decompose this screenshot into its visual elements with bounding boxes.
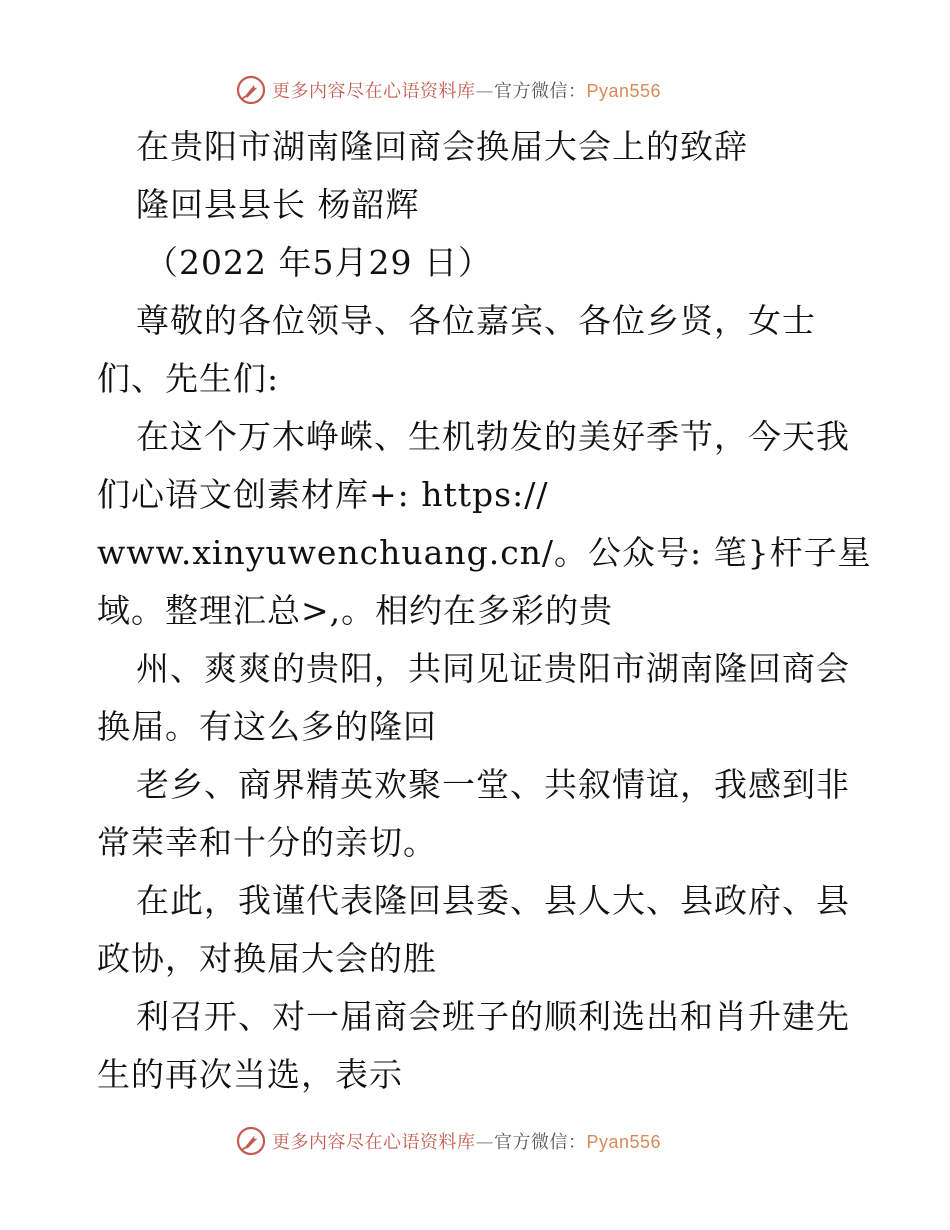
paragraph-line: 们心语文创素材库+: https:// <box>97 475 549 514</box>
watermark-text: 更多内容尽在心语资料库—官方微信：Pyan556 <box>272 1132 662 1153</box>
paragraph-line: 政协，对换届大会的胜 <box>97 939 437 978</box>
paragraph-line: 常荣幸和十分的亲切。 <box>97 823 437 862</box>
paragraph-line: 在这个万木峥嵘、生机勃发的美好季节，今天我 <box>136 417 850 456</box>
watermark-text: 更多内容尽在心语资料库—官方微信：Pyan556 <box>272 81 662 102</box>
date-line: （2022 年5月29 日） <box>145 243 492 282</box>
paragraph-line: 生的再次当选，表示 <box>97 1055 403 1094</box>
author-line: 隆回县县长 杨韶辉 <box>136 185 420 224</box>
paragraph-line: 尊敬的各位领导、各位嘉宾、各位乡贤，女士 <box>136 301 816 340</box>
paragraph-line: 老乡、商界精英欢聚一堂、共叙情谊，我感到非 <box>136 765 850 804</box>
document-title: 在贵阳市湖南隆回商会换届大会上的致辞 <box>136 127 748 166</box>
pen-nib-logo-icon <box>236 1126 266 1156</box>
paragraph-line: www.xinyuwenchuang.cn/。公众号: 笔}杆子星 <box>97 533 872 572</box>
pen-nib-logo-icon <box>236 75 266 105</box>
document-body <box>97 118 872 1104</box>
footer-watermark-banner <box>236 1124 756 1158</box>
paragraph-line: 在此，我谨代表隆回县委、县人大、县政府、县 <box>136 881 850 920</box>
header-watermark-banner <box>236 73 756 107</box>
paragraph-line: 州、爽爽的贵阳，共同见证贵阳市湖南隆回商会 <box>136 649 850 688</box>
paragraph-line: 利召开、对一届商会班子的顺利选出和肖升建先 <box>136 997 850 1036</box>
paragraph-line: 域。整理汇总>,。相约在多彩的贵 <box>97 591 614 630</box>
paragraph-line: 们、先生们: <box>97 359 280 398</box>
paragraph-line: 换届。有这么多的隆回 <box>97 707 437 746</box>
